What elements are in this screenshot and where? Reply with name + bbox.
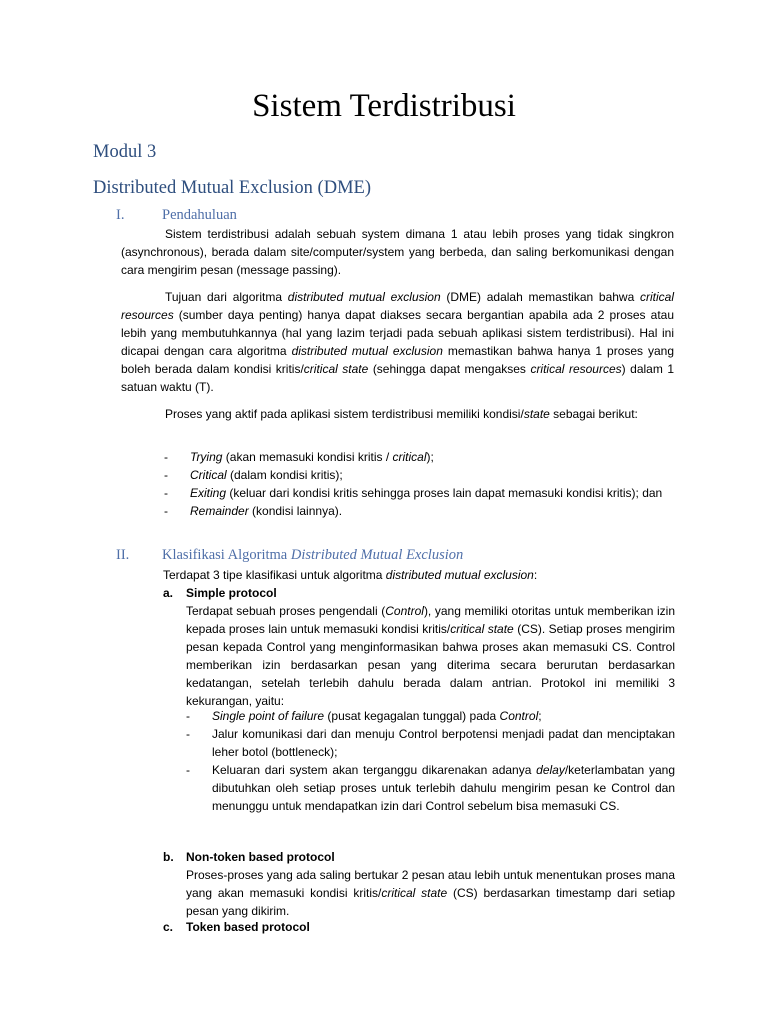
item-b-letter: b. bbox=[163, 850, 174, 864]
simple-protocol-drawbacks bbox=[186, 707, 675, 815]
section-1-title: Pendahuluan bbox=[162, 207, 237, 223]
list-item: - Jalur komunikasi dari dan menuju Control berpotensi menjadi padat dan menciptakan leher botol (bottleneck); bbox=[186, 727, 675, 759]
item-b-label: Non-token based protocol bbox=[186, 850, 335, 864]
intro-paragraph-3: Proses yang aktif pada aplikasi sistem terdistribusi memiliki kondisi/state sebagai berikut: bbox=[165, 407, 638, 421]
item-c-label: Token based protocol bbox=[186, 920, 310, 934]
item-b-paragraph: Proses-proses yang ada saling bertukar 2 pesan atau lebih untuk menentukan proses mana yang akan memasuki kondisi kritis/critical state (CS) berdasarkan timestamp dari setiap pesan yang dikirim. bbox=[186, 868, 675, 918]
item-c-letter: c. bbox=[163, 920, 174, 934]
chapter-heading: Distributed Mutual Exclusion (DME) bbox=[93, 178, 371, 198]
list-item: - Single point of failure (pusat kegagalan tunggal) pada Control; bbox=[186, 709, 542, 723]
section-2-title: Klasifikasi Algoritma Distributed Mutual Exclusion bbox=[162, 547, 464, 563]
section-2-intro: Terdapat 3 tipe klasifikasi untuk algoritma distributed mutual exclusion: bbox=[163, 568, 538, 582]
document-title: Sistem Terdistribusi bbox=[252, 88, 516, 124]
list-item: - Remainder (kondisi lainnya). bbox=[164, 504, 343, 518]
list-item: - Exiting (keluar dari kondisi kritis sehingga proses lain dapat memasuki kondisi kritis); dan bbox=[164, 486, 663, 500]
list-item: - Trying (akan memasuki kondisi kritis / critical); bbox=[164, 450, 434, 464]
module-heading: Modul 3 bbox=[93, 142, 157, 162]
intro-paragraph-2: Tujuan dari algoritma distributed mutual exclusion (DME) adalah memastikan bahwa critical resources (sumber daya penting) hanya dapat diakses secara bergantian apabila ada 2 proses atau lebih yang membutuhkannya (hal yang lazim terjadi pada sebuah aplikasi sistem terdistribusi). Hal ini dicapai dengan cara algoritma distributed mutual exclusion memastikan bahwa hanya 1 proses yang boleh berada dalam kondisi kritis/critical state (sehingga dapat mengakses critical resources) dalam 1 satuan waktu (T). bbox=[121, 290, 675, 394]
section-2-number: II. bbox=[116, 547, 130, 563]
list-item: - Critical (dalam kondisi kritis); bbox=[164, 468, 343, 482]
list-item: - Keluaran dari system akan terganggu dikarenakan adanya delay/keterlambatan yang dibutuhkan oleh setiap proses untuk terlebih dahulu mengirim pesan ke Control dan menunggu untuk mendapatkan izin dari Control sebelum bisa memasuki CS. bbox=[186, 763, 675, 813]
item-a-label: Simple protocol bbox=[186, 586, 277, 600]
section-1-number: I. bbox=[116, 207, 125, 223]
process-state-list bbox=[164, 448, 674, 520]
intro-paragraph-1: Sistem terdistribusi adalah sebuah system dimana 1 atau lebih proses yang tidak singkron (asynchronous), berada dalam site/computer/system yang berbeda, dan saling berkomunikasi dengan cara mengirim pesan (message passing). bbox=[121, 227, 674, 277]
item-a-paragraph: Terdapat sebuah proses pengendali (Control), yang memiliki otoritas untuk memberikan izin kepada proses lain untuk memasuki kondisi kritis/critical state (CS). Setiap proses mengirim pesan kepada Control yang menginformasikan bahwa proses akan memasuki CS. Control memberikan izin berdasarkan pesan yang diterima secara berurutan berdasarkan kedatangan, setelah terlebih dahulu berada dalam antrian. Protokol ini memiliki 3 kekurangan, yaitu: bbox=[186, 604, 676, 708]
item-a-letter: a. bbox=[163, 586, 174, 600]
